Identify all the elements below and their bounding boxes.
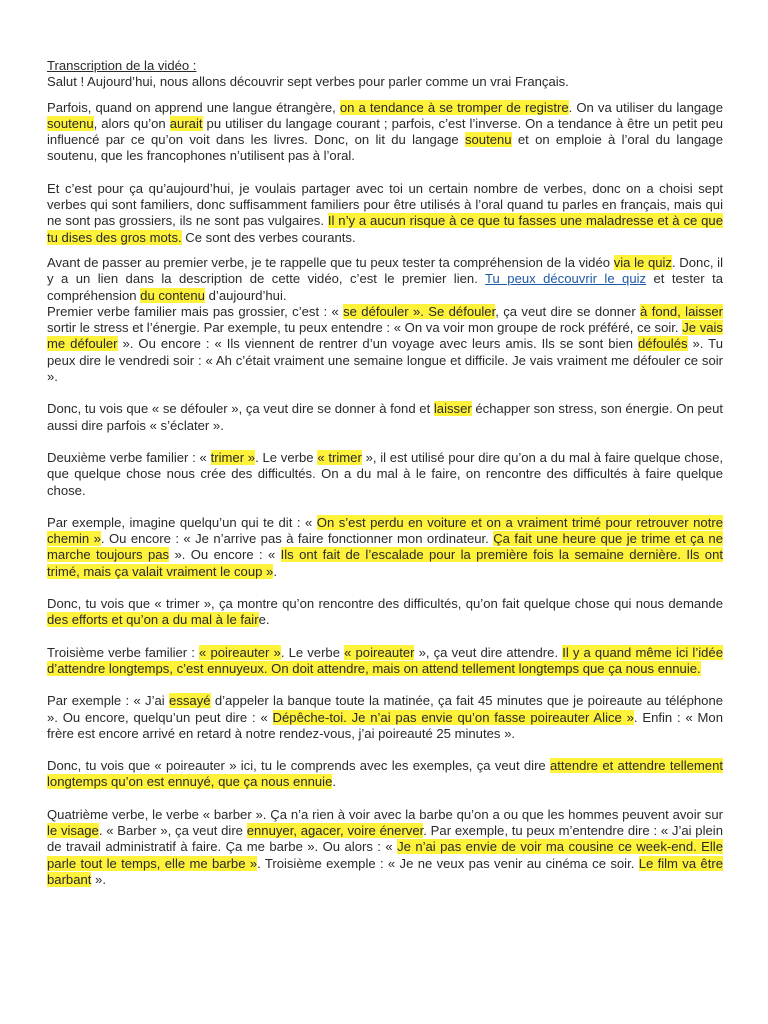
text-run: Quatrième verbe, le verbe « barber ». Ça n’a rien à voir avec la barbe qu’on a ou que les hommes peuvent avoir sur bbox=[47, 806, 723, 822]
highlighted-text: aurait bbox=[169, 115, 203, 131]
text-run: . Par exemple, tu peux m’entendre dire : « J’ai plein de travail administratif à faire. Ça me barbe ». Ou alors : « bbox=[47, 822, 723, 855]
highlighted-text: Ça fait une heure que je trime et ça ne marche toujours pas bbox=[47, 531, 723, 563]
text-run: Donc, tu vois que « poireauter » ici, tu le comprends avec les exemples, ça veut dire bbox=[47, 758, 550, 774]
highlighted-text: Il n’y a aucun risque à ce que tu fasses une maladresse et à ce que tu dises des gros mots. bbox=[47, 213, 723, 245]
text-run: . Enfin : « Mon frère est encore arrivé en retard à notre rendez-vous, j’ai poireauté 25 minutes ». bbox=[47, 709, 724, 741]
highlighted-text: défoulés bbox=[638, 336, 688, 352]
paragraph-trimer-examples bbox=[47, 515, 723, 580]
text-run: Et c’est pour ça qu’aujourd’hui, je voulais partager avec toi un certain nombre de verbes, donc on a choisi sept verbes qui sont familiers, donc suffisamment familiers pour être utilisés à l’oral quand tu parles en français, mais qui ne sont pas grossiers, ils ne sont pas vulgaires. bbox=[47, 180, 723, 229]
highlighted-text: attendre et attendre tellement longtemps qu’on est ennuyé, que ça nous ennuie bbox=[47, 758, 723, 790]
paragraph-registre bbox=[47, 100, 723, 165]
document-heading: Transcription de la vidéo : bbox=[47, 58, 197, 73]
paragraph-verbes-familiers bbox=[47, 181, 723, 246]
highlighted-text: se défouler ». Se défouler bbox=[343, 303, 496, 319]
highlighted-text: Je vais me défouler bbox=[47, 320, 723, 352]
paragraph-quiz bbox=[47, 255, 723, 304]
highlighted-text: Dépêche-toi. Je n’ai pas envie qu’on fasse poireauter Alice » bbox=[272, 709, 634, 725]
text-run: », il est utilisé pour dire qu’on a du mal à faire quelque chose, que quelque chose nous crée des difficultés. On a du mal à le faire, on rencontre des difficultés à faire quelque chose. bbox=[47, 449, 723, 498]
text-run: Premier verbe familier mais pas grossier, c’est : « bbox=[47, 303, 344, 319]
highlighted-text: soutenu bbox=[464, 132, 512, 148]
text-run: Par exemple : « J’ai bbox=[47, 693, 170, 709]
text-run: . « Barber », ça veut dire bbox=[98, 822, 247, 838]
highlighted-text: soutenu bbox=[47, 115, 94, 131]
text-run: Avant de passer au premier verbe, je te rappelle que tu peux tester ta compréhension de la vidéo bbox=[47, 254, 614, 270]
highlighted-text: Ils ont fait de l’escalade pour la première fois la semaine dernière. Ils ont trimé, mais ça valait vraiment le coup » bbox=[47, 547, 724, 579]
highlighted-text: à fond, laisser bbox=[640, 303, 724, 319]
highlighted-text: via le quiz bbox=[613, 254, 672, 270]
text-run: . Donc, il y a un lien dans la description de cette vidéo, c’est le premier lien. bbox=[47, 254, 723, 287]
document-page bbox=[47, 58, 723, 888]
quiz-link[interactable]: Tu peux découvrir le quiz bbox=[485, 271, 647, 287]
highlighted-text: On s’est perdu en voiture et on a vraiment trimé pour retrouver notre chemin » bbox=[47, 514, 723, 547]
highlighted-text: Il y a quand même ici l’idée d’attendre longtemps, c’est ennuyeux. On doit attendre, mais on attend tellement longtemps que ça nous ennuie. bbox=[47, 644, 723, 676]
text-run: Parfois, quand on apprend une langue étrangère, bbox=[47, 99, 340, 115]
highlighted-text: le visage bbox=[47, 822, 99, 838]
highlighted-text: on a tendance à se tromper de registre bbox=[339, 99, 569, 115]
text-run: . On va utiliser du langage bbox=[568, 99, 723, 115]
text-run: ». bbox=[91, 871, 106, 887]
text-run: . Troisième exemple : « Je ne veux pas venir au cinéma ce soir. bbox=[257, 855, 639, 871]
highlighted-text: « poireauter bbox=[344, 644, 415, 660]
paragraph-se-defouler-summary bbox=[47, 401, 723, 434]
text-run: e. bbox=[258, 612, 270, 628]
text-run: et tester ta compréhension bbox=[47, 271, 723, 303]
paragraph-trimer-summary bbox=[47, 596, 723, 629]
text-run: . Le verbe bbox=[280, 644, 345, 660]
highlighted-text: Je n’ai pas envie de voir ma cousine ce week-end. Elle parle tout le temps, elle me barbe » bbox=[47, 839, 723, 871]
text-run: et on emploie à l’oral du langage soutenu, que les francophones n’utilisent pas à l’oral. bbox=[47, 132, 723, 164]
highlighted-text: des efforts et qu’on a du mal à le fair bbox=[47, 612, 259, 628]
paragraph-poireauter-examples bbox=[47, 693, 723, 742]
text-run: », ça veut dire attendre. bbox=[414, 644, 563, 660]
text-run: . Ou encore : « Je n’arrive pas à faire fonctionner mon ordinateur. bbox=[100, 531, 494, 547]
text-run: pu utiliser du langage courant ; parfois, c’est l’inverse. On a tendance à être un petit peu influencé par ce qu’on voit dans les livres. Donc, on lit du langage bbox=[47, 115, 723, 148]
text-run: échapper son stress, son énergie. On peut aussi dire parfois « s’éclater ». bbox=[47, 401, 723, 433]
highlighted-text: essayé bbox=[169, 693, 211, 709]
text-run: sortir le stress et l’énergie. Par exemple, tu peux entendre : « On va voir mon groupe de rock préféré, ce soir. bbox=[47, 320, 683, 336]
highlighted-text: Le film va être barbant bbox=[47, 855, 723, 887]
paragraph-se-defouler bbox=[47, 304, 723, 385]
paragraph-barber bbox=[47, 807, 723, 888]
text-run: Salut ! Aujourd’hui, nous allons découvrir sept verbes pour parler comme un vrai Français. bbox=[47, 74, 569, 90]
text-run: ». Tu peux dire le vendredi soir : « Ah c’était vraiment une semaine longue et difficile. Je vais vraiment me défouler ce soir ». bbox=[47, 336, 723, 385]
paragraph-poireauter-summary bbox=[47, 758, 723, 791]
paragraph-intro bbox=[47, 74, 723, 90]
text-run: d’appeler la banque toute la matinée, ça fait 45 minutes que je poireaute au téléphone ». Ou encore, quelqu’un peut dire : « bbox=[47, 693, 724, 725]
highlighted-text: ennuyer, agacer, voire énerver bbox=[246, 822, 424, 838]
text-run: , ça veut dire se donner bbox=[495, 303, 641, 319]
highlighted-text: « trimer bbox=[317, 449, 362, 465]
text-run: . Le verbe bbox=[255, 449, 318, 465]
highlighted-text: du contenu bbox=[140, 287, 205, 303]
text-run: Donc, tu vois que « trimer », ça montre qu’on rencontre des difficultés, qu’on fait quelque chose qui nous demande bbox=[47, 596, 723, 612]
text-run: Ce sont des verbes courants. bbox=[181, 229, 356, 245]
text-run: , alors qu’on bbox=[93, 115, 170, 131]
highlighted-text: laisser bbox=[433, 401, 472, 417]
text-run: . bbox=[273, 563, 277, 579]
highlighted-text: « poireauter » bbox=[199, 644, 281, 660]
text-run: d’aujourd’hui. bbox=[204, 287, 287, 303]
text-run: Donc, tu vois que « se défouler », ça veut dire se donner à fond et bbox=[47, 401, 434, 417]
text-run: ». Ou encore : « Ils viennent de rentrer d’un voyage avec leurs amis. Ils se sont bien bbox=[117, 336, 639, 352]
paragraph-trimer bbox=[47, 450, 723, 499]
text-run: Par exemple, imagine quelqu’un qui te dit : « bbox=[47, 514, 317, 530]
text-run: ». Ou encore : « bbox=[169, 547, 281, 563]
paragraph-poireauter bbox=[47, 645, 723, 678]
text-run: Deuxième verbe familier : « bbox=[47, 449, 211, 465]
text-run: Troisième verbe familier : bbox=[47, 644, 200, 660]
highlighted-text: trimer » bbox=[210, 449, 256, 465]
text-run: . bbox=[332, 774, 337, 790]
